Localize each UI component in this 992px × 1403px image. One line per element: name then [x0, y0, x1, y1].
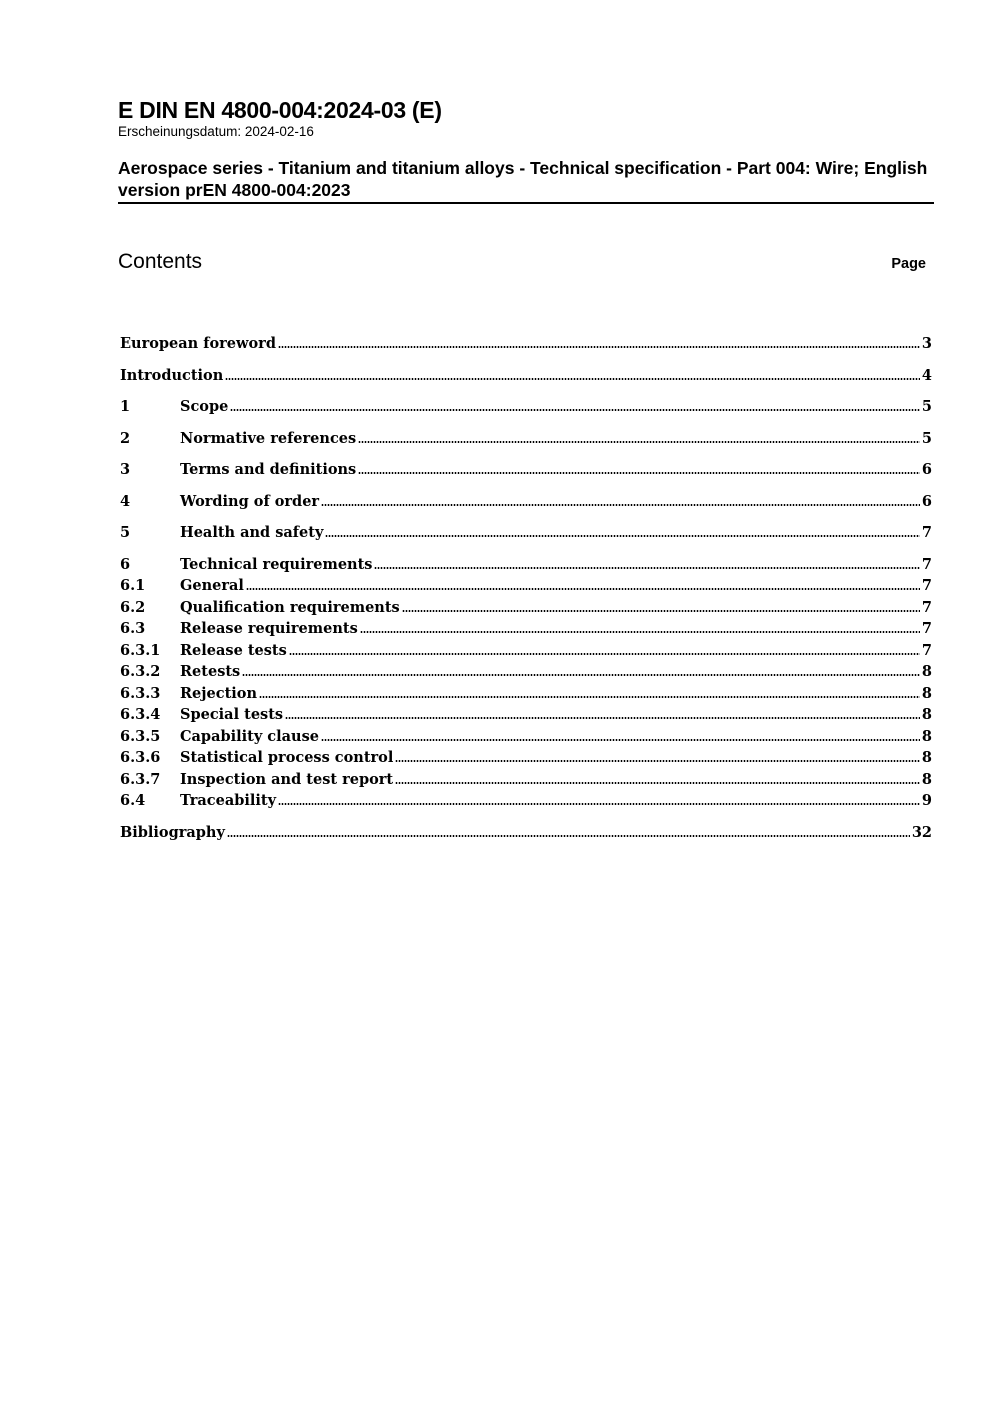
toc-entry-number: 6.3.4 [120, 706, 161, 723]
toc-entry-title: Rejection [180, 684, 257, 702]
toc-entry-title: Retests [180, 663, 241, 680]
toc-entry-number: 3 [120, 461, 131, 478]
toc-entry-page: 6 [921, 492, 932, 510]
toc-entry[interactable] [120, 769, 932, 791]
toc-entry-page: 3 [921, 335, 932, 352]
toc-entry-title: Release requirements [180, 620, 358, 637]
toc-entry-page: 8 [921, 727, 932, 745]
dot-leader [321, 504, 920, 506]
toc-entry-page: 8 [921, 770, 932, 788]
toc-entry-page: 7 [921, 577, 932, 594]
toc-entry-page: 8 [921, 663, 932, 680]
page-column-label: Page [891, 256, 926, 272]
dot-leader [242, 674, 920, 676]
dot-leader [358, 472, 920, 474]
toc-entry-page: 5 [921, 429, 932, 447]
document-title: Aerospace series - Titanium and titanium alloys - Technical specification - Part 004: Wire; English version prEN 4800-004:2023 [118, 157, 934, 204]
contents-heading-row [118, 250, 926, 274]
toc-entry-title: Special tests [180, 706, 284, 723]
toc-entry-number: 2 [120, 429, 131, 447]
toc-entry[interactable] [120, 704, 932, 726]
toc-entry-number: 6.3.2 [120, 663, 161, 680]
dot-leader [374, 567, 919, 569]
toc-entry[interactable] [120, 396, 932, 418]
toc-entry-page: 8 [921, 706, 932, 723]
toc-entry-title: General [180, 577, 244, 594]
toc-entry-title: Qualification requirements [180, 598, 400, 616]
toc-entry-number: 1 [120, 398, 131, 415]
toc-entry-page: 7 [921, 555, 932, 573]
toc-entry-page: 7 [921, 641, 932, 659]
toc-entry[interactable] [120, 597, 932, 619]
toc-entry[interactable] [120, 747, 932, 769]
toc-entry[interactable] [120, 333, 932, 355]
dot-leader [278, 346, 920, 348]
toc-entry-number: 6.4 [120, 792, 146, 809]
toc-entry[interactable] [120, 640, 932, 662]
dot-leader [395, 760, 920, 762]
table-of-contents [120, 333, 932, 843]
dot-leader [402, 610, 920, 612]
toc-entry-page: 8 [921, 749, 932, 766]
toc-entry-title: European foreword [120, 335, 276, 352]
toc-entry[interactable] [120, 661, 932, 683]
toc-entry-title: Inspection and test report [180, 770, 394, 788]
toc-entry-title: Capability clause [180, 727, 319, 745]
toc-entry[interactable] [120, 822, 932, 844]
toc-entry-title: Health and safety [180, 524, 324, 541]
dot-leader [246, 588, 920, 590]
toc-entry-page: 7 [921, 524, 932, 541]
toc-entry-title: Terms and definitions [180, 461, 357, 478]
toc-entry-title: Normative references [180, 429, 357, 447]
toc-entry-number: 6.3.7 [120, 770, 161, 788]
toc-entry-number: 6.3.5 [120, 727, 161, 745]
toc-entry-number: 5 [120, 524, 131, 541]
toc-entry[interactable] [120, 575, 932, 597]
toc-entry-page: 8 [921, 684, 932, 702]
toc-entry[interactable] [120, 522, 932, 544]
toc-entry[interactable] [120, 428, 932, 450]
toc-entry[interactable] [120, 491, 932, 513]
toc-entry[interactable] [120, 554, 932, 576]
toc-entry-number: 6 [120, 555, 131, 573]
dot-leader [227, 835, 910, 837]
dot-leader [321, 739, 920, 741]
toc-entry[interactable] [120, 683, 932, 705]
toc-entry[interactable] [120, 618, 932, 640]
toc-entry-number: 6.3.6 [120, 749, 161, 766]
document-id: E DIN EN 4800-004:2024-03 (E) [118, 97, 442, 123]
dot-leader [278, 803, 920, 805]
dot-leader [230, 409, 920, 411]
toc-entry[interactable] [120, 726, 932, 748]
toc-entry-title: Technical requirements [180, 555, 373, 573]
toc-entry-page: 7 [921, 598, 932, 616]
toc-entry-title: Introduction [120, 366, 224, 384]
toc-entry-page: 4 [921, 366, 932, 384]
toc-entry-number: 6.1 [120, 577, 146, 594]
toc-entry[interactable] [120, 790, 932, 812]
toc-entry-page: 32 [911, 823, 932, 841]
dot-leader [395, 782, 920, 784]
toc-entry[interactable] [120, 365, 932, 387]
toc-entry-page: 7 [921, 620, 932, 637]
toc-entry-title: Scope [180, 398, 229, 415]
toc-entry-page: 6 [921, 461, 932, 478]
toc-entry-title: Statistical process control [180, 749, 394, 766]
toc-entry[interactable] [120, 459, 932, 481]
toc-entry-number: 4 [120, 492, 131, 510]
contents-title: Contents [118, 250, 203, 273]
dot-leader [360, 631, 920, 633]
toc-entry-number: 6.3 [120, 620, 146, 637]
toc-entry-title: Release tests [180, 641, 287, 659]
publication-date: Erscheinungsdatum: 2024-02-16 [118, 124, 314, 139]
dot-leader [285, 717, 920, 719]
toc-entry-number: 6.3.1 [120, 641, 161, 659]
dot-leader [325, 535, 920, 537]
dot-leader [289, 653, 920, 655]
dot-leader [225, 378, 920, 380]
toc-entry-title: Wording of order [180, 492, 320, 510]
toc-entry-number: 6.3.3 [120, 684, 161, 702]
toc-entry-page: 9 [921, 792, 932, 809]
toc-entry-title: Bibliography [120, 823, 225, 841]
dot-leader [259, 696, 920, 698]
document-header [118, 96, 934, 204]
dot-leader [358, 441, 920, 443]
toc-entry-title: Traceability [180, 792, 277, 809]
toc-entry-number: 6.2 [120, 598, 146, 616]
toc-entry-page: 5 [921, 398, 932, 415]
